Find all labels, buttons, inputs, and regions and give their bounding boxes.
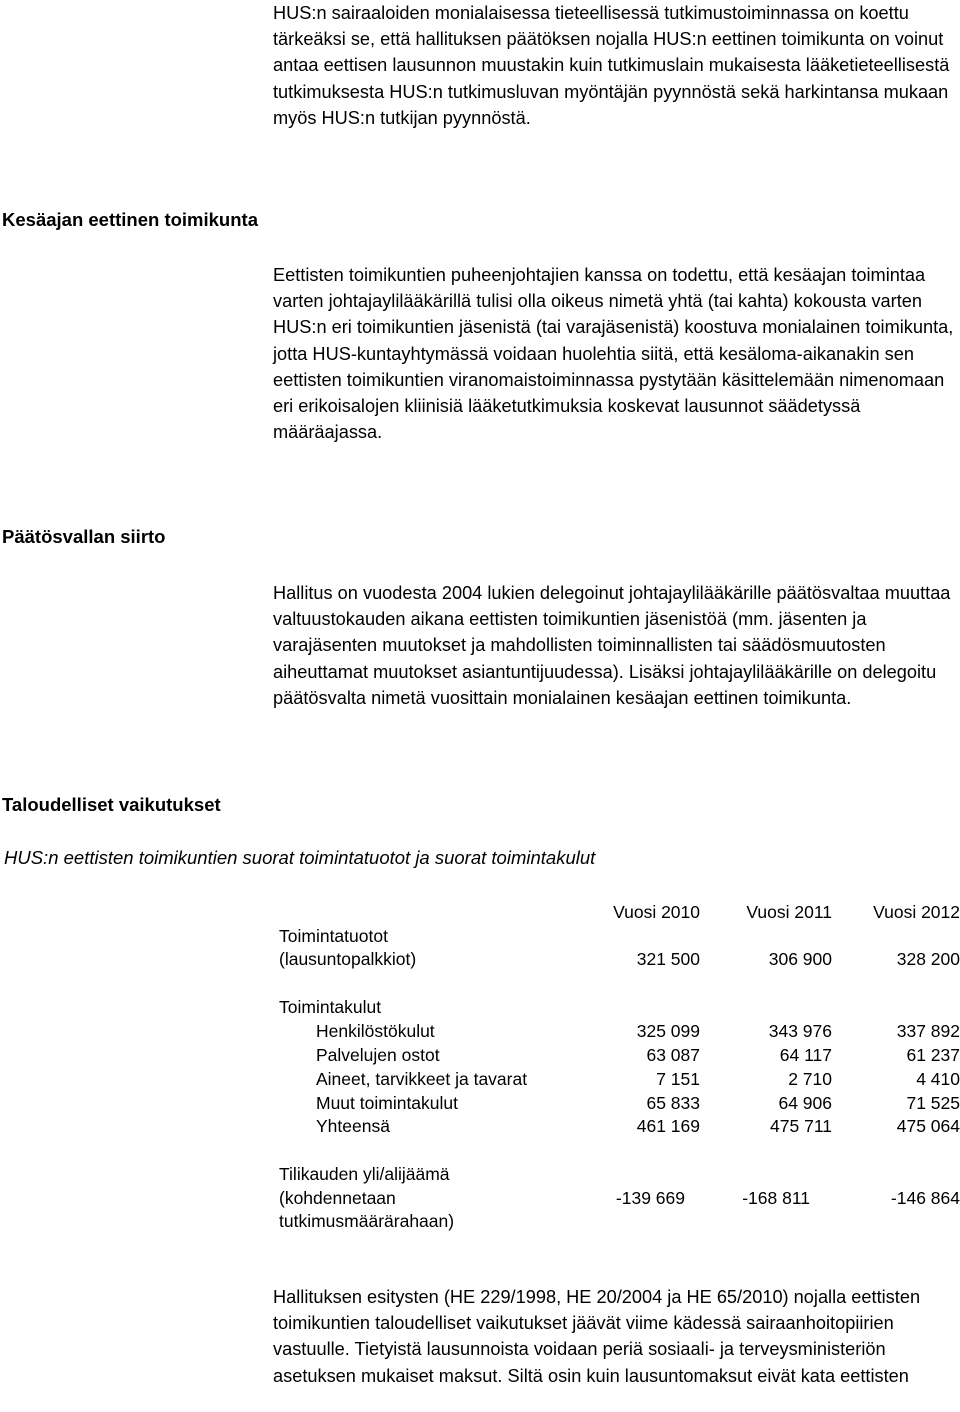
cost-value-2012: 475 064 <box>896 1116 960 1136</box>
cost-value-2010: 461 169 <box>636 1116 700 1136</box>
cost-value-2012: 61 237 <box>906 1045 960 1065</box>
income-label-line1: Toimintatuotot <box>279 926 388 946</box>
result-value-2011: -168 811 <box>742 1188 810 1208</box>
cost-label: Muut toimintakulut <box>316 1093 459 1113</box>
cost-value-2011: 343 976 <box>768 1021 832 1041</box>
cost-value-2010: 325 099 <box>636 1021 700 1041</box>
result-label-line3: tutkimusmäärärahaan) <box>279 1211 455 1231</box>
heading-decision-transfer: Päätösvallan siirto <box>2 526 166 547</box>
heading-economic-effects: Taloudelliset vaikutukset <box>2 794 221 815</box>
cost-value-2012: 337 892 <box>896 1021 960 1041</box>
table-caption: HUS:n eettisten toimikuntien suorat toimintatuotot ja suorat toimintakulut <box>4 847 596 868</box>
cost-label: Palvelujen ostot <box>316 1045 440 1065</box>
cost-value-2011: 64 906 <box>778 1093 832 1113</box>
final-paragraph: Hallituksen esitysten (HE 229/1998, HE 20/2004 ja HE 65/2010) nojalla eettisten toimikuntien taloudelliset vaikutukset jäävät viime kädessä sairaanhoitopiirien vastuulle. Tietyistä lausunnoista voidaan periä sosiaali- ja terveysministeriön asetuksen mukaiset maksut. Siltä osin kuin lausuntomaksut eivät kata eettisten <box>273 1287 921 1386</box>
cost-value-2011: 475 711 <box>770 1116 832 1136</box>
result-label-line1: Tilikauden yli/alijäämä <box>279 1164 450 1184</box>
cost-value-2011: 64 117 <box>779 1045 832 1065</box>
cost-value-2010: 63 087 <box>646 1045 700 1065</box>
income-value-2011: 306 900 <box>768 949 832 969</box>
result-value-2012: -146 864 <box>890 1188 960 1208</box>
cost-value-2012: 71 525 <box>906 1093 960 1113</box>
income-value-2012: 328 200 <box>896 949 960 969</box>
income-value-2010: 321 500 <box>636 949 700 969</box>
delegation-paragraph: Hallitus on vuodesta 2004 lukien delegoinut johtajaylilääkärille päätösvaltaa muuttaa valtuustokauden aikana eettisten toimikuntien jäsenistöä (mm. jäsenten ja varajäsenten muutokset ja mahdollisten toiminnallisten tai säädösmuutosten aiheuttamat muutokset asiantuntijuudessa). Lisäksi johtajaylilääkärille on delegoitu päätösvalta nimetä vuosittain monialainen kesäajan eettinen toimikunta. <box>273 583 951 708</box>
year-header-2011: Vuosi 2011 <box>746 902 832 922</box>
result-value-2010: -139 669 <box>615 1188 685 1208</box>
cost-value-2010: 7 151 <box>656 1069 700 1089</box>
heading-summer-committee: Kesäajan eettinen toimikunta <box>2 209 258 230</box>
intro-paragraph: HUS:n sairaaloiden monialaisessa tieteellisessä tutkimustoiminnassa on koettu tärkeäksi se, että hallituksen päätöksen nojalla HUS:n eettinen toimikunta on voinut antaa eettisen lausunnon muustakin kuin tutkimuslain mukaisesta lääketieteellisestä tutkimuksesta HUS:n tutkimusluvan myöntäjän pyynnöstä sekä harkintansa mukaan myös HUS:n tutkijan pyynnöstä. <box>273 3 950 128</box>
year-header-2010: Vuosi 2010 <box>613 902 700 922</box>
income-label-line2: (lausuntopalkkiot) <box>279 949 417 969</box>
cost-label: Aineet, tarvikkeet ja tavarat <box>316 1069 528 1089</box>
costs-label: Toimintakulut <box>279 997 382 1017</box>
cost-label: Yhteensä <box>316 1116 390 1136</box>
summer-committee-paragraph: Eettisten toimikuntien puheenjohtajien kanssa on todettu, että kesäajan toimintaa varten johtajaylilääkärillä tulisi olla oikeus nimetä yhtä (tai kahta) kokousta varten HUS:n eri toimikuntien jäsenistä (tai varajäsenistä) koostuva monialainen toimikunta, jotta HUS-kuntayhtymässä voidaan huolehtia siitä, että kesäloma-aikanakin sen eettisten toimikuntien viranomaistoiminnassa pystytään käsittelemään nimenomaan eri erikoisalojen kliinisiä lääketutkimuksia koskevat lausunnot säädetyssä määräajassa. <box>273 265 954 443</box>
year-header-2012: Vuosi 2012 <box>873 902 960 922</box>
cost-value-2011: 2 710 <box>788 1069 832 1089</box>
cost-label: Henkilöstökulut <box>316 1021 435 1041</box>
result-label-line2: (kohdennetaan <box>279 1188 396 1208</box>
cost-value-2012: 4 410 <box>916 1069 960 1089</box>
cost-value-2010: 65 833 <box>646 1093 700 1113</box>
